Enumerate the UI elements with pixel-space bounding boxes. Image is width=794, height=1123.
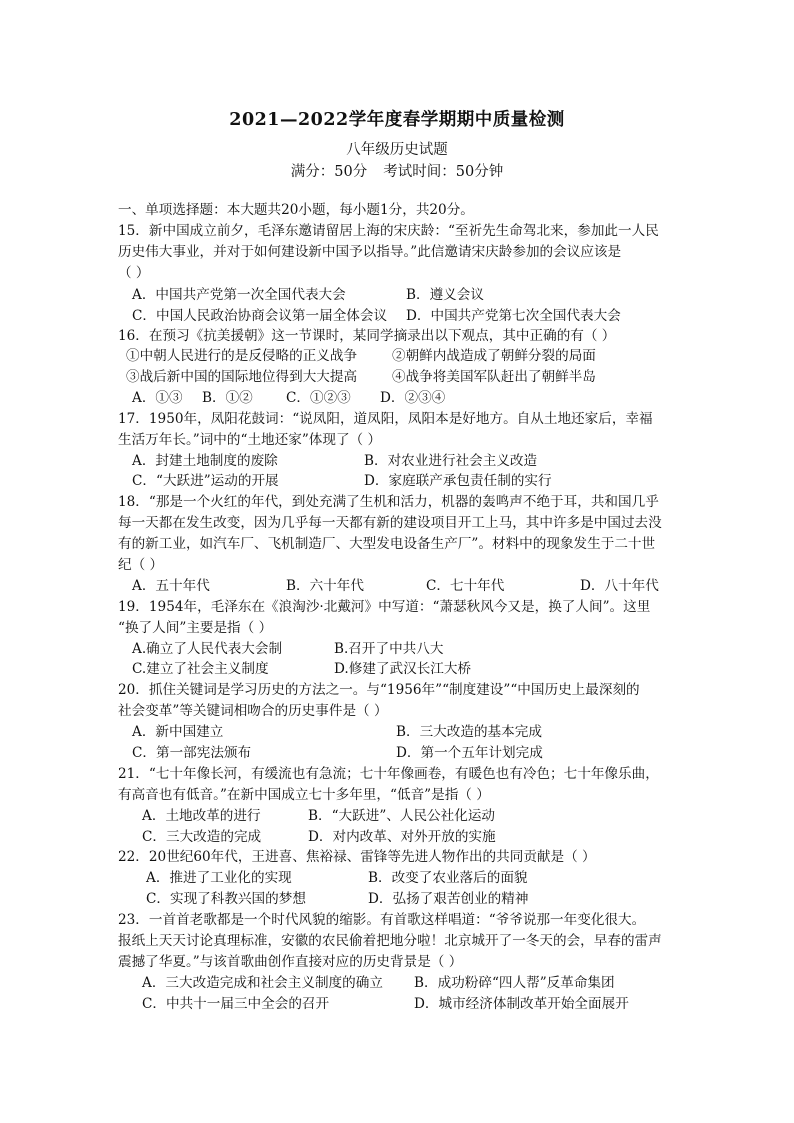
- q16-point-2: ②朝鲜内战造成了朝鲜分裂的局面: [392, 348, 596, 364]
- question-19-line: 19．1954年，毛泽东在《浪淘沙·北戴河》中写道：“萧瑟秋风今又是，换了人间”。这里: [118, 599, 651, 615]
- question-17-line: 17．1950年，凤阳花鼓词：“说凤阳，道凤阳，凤阳本是好地方。自从土地还家后，幸福: [118, 411, 653, 427]
- q17-option-d: D．家庭联产承包责任制的实行: [364, 473, 552, 489]
- q18-option-a: A．五十年代: [132, 578, 210, 594]
- q22-option-c: C．实现了科教兴国的梦想: [146, 891, 306, 907]
- question-18-line: 有的新工业，如汽车厂、飞机制造厂、大型发电设备生产厂”。材料中的现象发生于二十世: [118, 536, 656, 552]
- question-23-line: 报纸上天天讨论真理标准，安徽的农民偷着把地分啦！北京城开了一冬天的会，早春的雷声: [118, 933, 662, 949]
- question-18-line: 18．“那是一个火红的年代，到处充满了生机和活力，机器的轰鸣声不绝于耳，共和国几乎: [118, 494, 659, 510]
- q19-option-a: A.确立了人民代表大会制: [132, 641, 283, 657]
- full-score: 满分：50分: [290, 164, 368, 180]
- q19-option-c: C.建立了社会主义制度: [132, 661, 269, 677]
- question-22-line: 22．20世纪60年代，王进喜、焦裕禄、雷锋等先进人物作出的共同贡献是（ ）: [118, 849, 596, 865]
- question-23-line: 23．一首首老歌都是一个时代风貌的缩影。有首歌这样唱道：“爷爷说那一年变化很大。: [118, 912, 646, 928]
- question-21-line: 21．“七十年像长河，有缓流也有急流；七十年像画卷，有暖色也有冷色；七十年像乐曲，: [118, 766, 659, 782]
- q23-option-b: B．成功粉碎“四人帮”反革命集团: [414, 975, 615, 991]
- q18-option-c: C．七十年代: [426, 578, 505, 594]
- q15-option-a: A．中国共产党第一次全国代表大会: [132, 287, 346, 303]
- q16-option-c: C．①②③: [286, 390, 351, 406]
- q22-option-a: A．推进了工业化的实现: [146, 870, 292, 886]
- q19-option-b: B.召开了中共八大: [334, 641, 444, 657]
- q20-option-d: D．第一个五年计划完成: [396, 745, 543, 761]
- q15-option-d: D．中国共产党第七次全国代表大会: [406, 308, 621, 324]
- q19-option-d: D.修建了武汉长江大桥: [334, 661, 472, 677]
- q16-point-3: ③战后新中国的国际地位得到大大提高: [126, 369, 358, 385]
- q17-option-c: C．“大跃进”运动的开展: [132, 473, 279, 489]
- q15-option-c: C．中国人民政治协商会议第一届全体会议: [132, 308, 388, 324]
- q20-option-c: C．第一部宪法颁布: [132, 745, 252, 761]
- q17-option-b: B．对农业进行社会主义改造: [364, 453, 538, 469]
- q22-option-b: B．改变了农业落后的面貌: [368, 870, 528, 886]
- q22-option-d: D．弘扬了艰苦创业的精神: [368, 891, 529, 907]
- question-20-line: 社会变革”等关键词相吻合的历史事件是（ ）: [118, 703, 388, 719]
- q23-option-c: C．中共十一届三中全会的召开: [142, 996, 330, 1012]
- q23-option-d: D．城市经济体制改革开始全面展开: [414, 996, 629, 1012]
- question-17-line: 生活万年长。”词中的“土地还家”体现了（ ）: [118, 432, 382, 448]
- q16-point-1: ①中朝人民进行的是反侵略的正义战争: [126, 348, 358, 364]
- q20-option-a: A．新中国建立: [132, 724, 224, 740]
- question-19-line: “换了人间”主要是指（ ）: [118, 620, 273, 636]
- q16-point-4: ④战争将美国军队赶出了朝鲜半岛: [392, 369, 596, 385]
- question-20-line: 20．抓住关键词是学习历史的方法之一。与“1956年”“制度建设”“中国历史上最深刻的: [118, 682, 640, 698]
- question-15-line: 历史伟大事业，并对于如何建设新中国予以指导。”此信邀请宋庆龄参加的会议应该是: [118, 244, 622, 260]
- q21-option-a: A．土地改革的进行: [142, 808, 261, 824]
- q21-option-c: C．三大改造的完成: [142, 829, 262, 845]
- section-heading: 一、单项选择题：本大题共20小题，每小题1分，共20分。: [118, 202, 474, 218]
- q15-option-b: B．遵义会议: [406, 287, 484, 303]
- exam-time: 考试时间：50分钟: [383, 164, 504, 180]
- q18-option-b: B．六十年代: [286, 578, 364, 594]
- q21-option-b: B．“大跃进”、人民公社化运动: [308, 808, 496, 824]
- question-15-line: 15．新中国成立前夕，毛泽东邀请留居上海的宋庆龄：“至祈先生命驾北来，参加此一人民: [118, 223, 659, 239]
- question-23-line: 震撼了华夏。”与该首歌曲创作直接对应的历史背景是（ ）: [118, 954, 463, 970]
- question-18-line: 纪（ ）: [118, 557, 164, 573]
- question-15-line: （ ）: [118, 265, 150, 281]
- exam-meta: [0, 160, 794, 181]
- question-21-line: 有高音也有低音。”在新中国成立七十多年里，“低音”是指（ ）: [118, 787, 490, 803]
- q23-option-a: A．三大改造完成和社会主义制度的确立: [142, 975, 383, 991]
- q16-option-d: D．②③④: [380, 390, 446, 406]
- q16-option-b: B．①②: [202, 390, 253, 406]
- question-18-line: 每一天都在发生改变，因为几乎每一天都有新的建设项目开工上马，其中许多是中国过去没: [118, 515, 662, 531]
- q18-option-d: D．八十年代: [580, 578, 659, 594]
- exam-subtitle: 八年级历史试题: [346, 142, 448, 158]
- q16-option-a: A．①③: [132, 390, 183, 406]
- exam-title: 2021—2022学年度春学期期中质量检测: [229, 110, 565, 130]
- question-16-line: 16．在预习《抗美援朝》这一节课时，某同学摘录出以下观点，其中正确的有（ ）: [118, 328, 616, 344]
- q21-option-d: D．对内改革、对外开放的实施: [308, 829, 496, 845]
- q20-option-b: B．三大改造的基本完成: [396, 724, 542, 740]
- q17-option-a: A．封建土地制度的废除: [132, 453, 278, 469]
